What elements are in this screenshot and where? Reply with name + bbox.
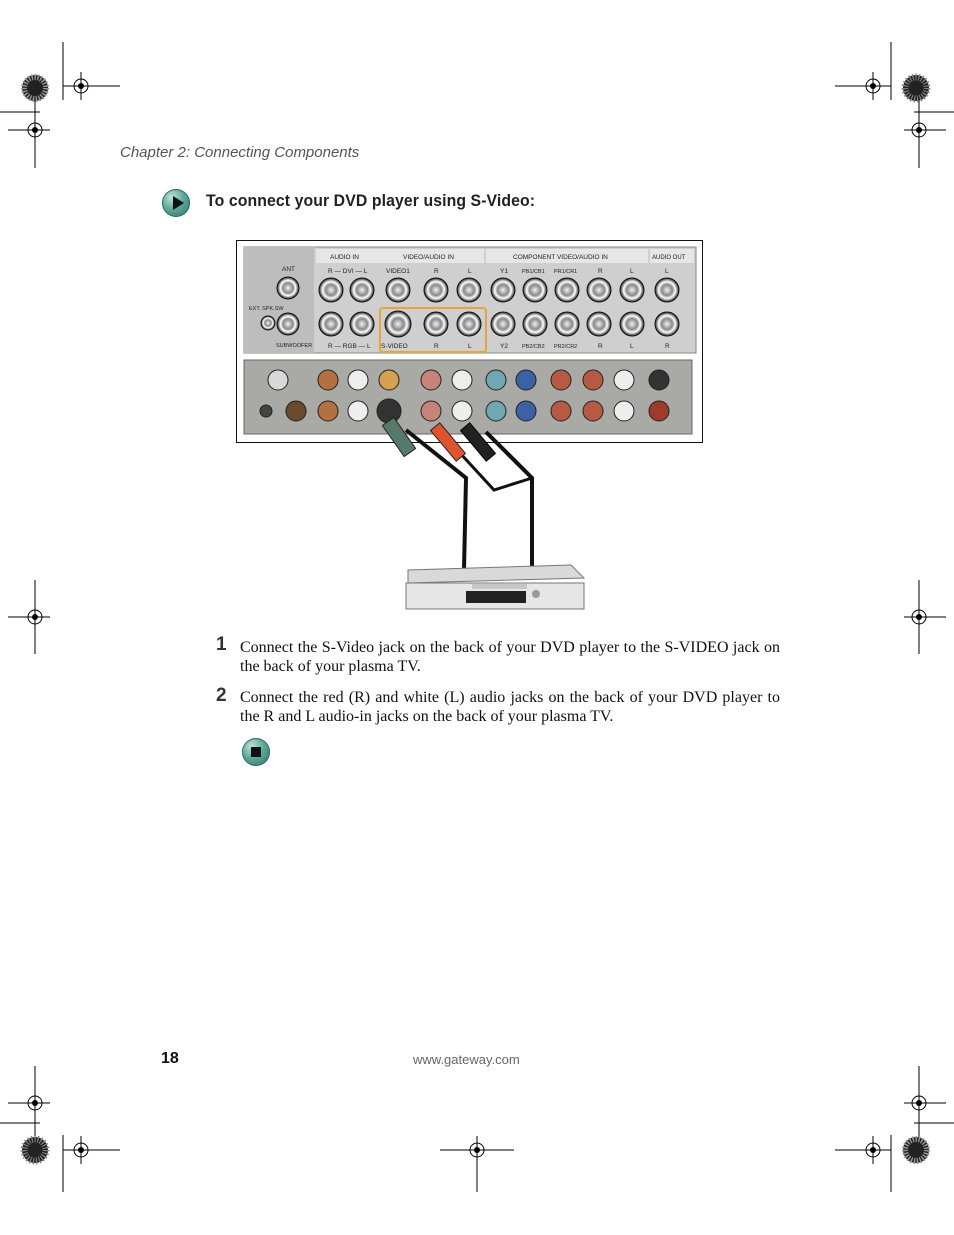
step-text-1: Connect the S-Video jack on the back of your DVD player to the S-VIDEO jack on the back of your plasma TV. [240,639,780,675]
label-pr1: PR1/CR1 [554,269,578,275]
label-r-bottom: R [434,343,439,350]
label-out-r: R [665,343,670,350]
step-number-1: 1 [216,634,227,655]
label-comp-r-bottom: R [598,343,603,350]
step-text-2: Connect the red (R) and white (L) audio jacks on the back of your DVD player to the R and L audio-in jacks on the back of your plasma TV. [240,689,780,725]
label-pb2: PB2/CB2 [522,344,545,350]
label-ant: ANT [282,266,295,273]
label-pr2: PR2/CR2 [554,344,578,350]
procedure-start-icon [162,189,190,217]
chapter-header: Chapter 2: Connecting Components [120,144,360,161]
step-number-2: 2 [216,685,227,706]
label-subwoofer: SUBWOOFER [276,343,313,349]
label-l-bottom: L [468,343,472,350]
label-video1: VIDEO1 [386,268,410,275]
connection-diagram [236,240,706,615]
label-rgb: R — RGB — L [328,343,371,350]
label-l-top: L [468,268,472,275]
dvd-player-illustration [406,565,584,609]
label-component: COMPONENT VIDEO/AUDIO IN [513,254,608,261]
label-dvi: R — DVI — L [328,268,368,275]
label-out-l: L [665,268,669,275]
label-audio-out: AUDIO OUT [652,255,686,261]
label-r-top: R [434,268,439,275]
label-y1: Y1 [500,268,508,275]
section-heading: To connect your DVD player using S-Video: [206,191,536,210]
page-number: 18 [161,1050,179,1067]
label-comp-r-top: R [598,268,603,275]
label-ext-spk: EXT. SPK.SW [249,306,284,312]
label-comp-l-bottom: L [630,343,634,350]
label-video-audio-in: VIDEO/AUDIO IN [403,254,454,261]
label-audio-in: AUDIO IN [330,254,359,261]
procedure-end-icon [242,738,270,766]
label-y2: Y2 [500,343,508,350]
label-svideo: S-VIDEO [381,343,408,350]
label-comp-l-top: L [630,268,634,275]
label-pb1: PB1/CB1 [522,269,545,275]
footer-url[interactable]: www.gateway.com [413,1052,520,1067]
